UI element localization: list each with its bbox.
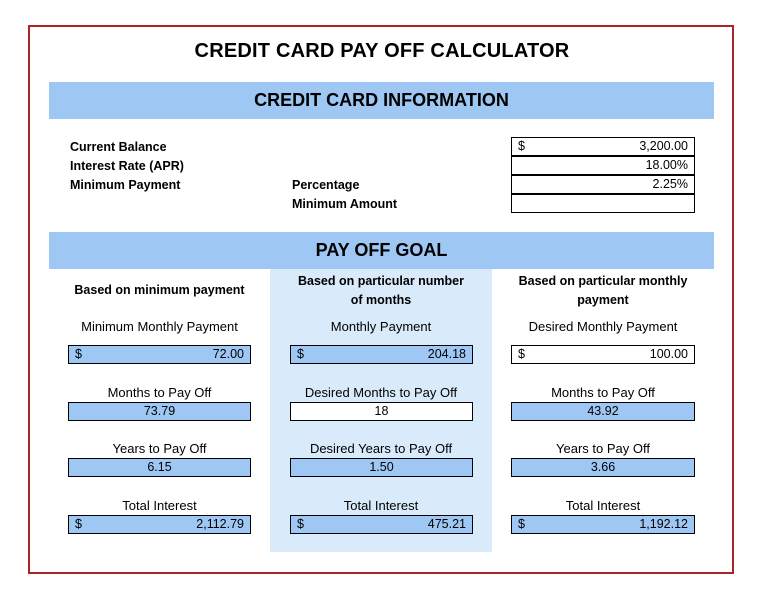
currency-symbol: $	[518, 517, 525, 531]
monthly-total-interest-label: Total Interest	[565, 498, 641, 513]
months-column-heading-line1: Based on particular number	[297, 274, 464, 288]
minimum-total-interest-field	[68, 515, 251, 534]
currency-symbol: $	[297, 517, 304, 531]
currency-symbol: $	[518, 139, 525, 153]
interest-rate-input[interactable]	[511, 156, 695, 175]
percentage-input[interactable]	[511, 175, 695, 194]
minimum-years-field: 6.15	[68, 458, 251, 477]
minimum-total-interest-value: 2,112.79	[196, 517, 244, 531]
months-total-interest-value: 475.21	[427, 517, 466, 531]
minimum-monthly-payment-value: 72.00	[212, 347, 244, 361]
desired-monthly-payment-value: 100.00	[649, 347, 688, 361]
monthly-years-field: 3.66	[511, 458, 695, 477]
monthly-column-heading-line2: payment	[577, 293, 629, 307]
percentage-value: 2.25%	[652, 177, 688, 191]
minimum-amount-input[interactable]	[511, 194, 695, 213]
current-balance-value: 3,200.00	[639, 139, 688, 153]
minimum-months-label: Months to Pay Off	[107, 385, 212, 400]
percentage-label: Percentage	[292, 178, 360, 192]
credit-card-information-header: CREDIT CARD INFORMATION	[49, 82, 714, 119]
currency-symbol: $	[75, 347, 82, 361]
desired-monthly-payment-label: Desired Monthly Payment	[528, 319, 678, 334]
months-total-interest-label: Total Interest	[343, 498, 419, 513]
interest-rate-label: Interest Rate (APR)	[70, 159, 184, 173]
months-column-heading-line2: of months	[350, 293, 412, 307]
monthly-payment-value: 204.18	[427, 347, 466, 361]
minimum-months-field: 73.79	[68, 402, 251, 421]
monthly-total-interest-value: 1,192.12	[639, 517, 688, 531]
minimum-total-interest-label: Total Interest	[122, 498, 197, 513]
current-balance-input[interactable]	[511, 137, 695, 156]
currency-symbol: $	[75, 517, 82, 531]
pay-off-goal-header: PAY OFF GOAL	[49, 232, 714, 269]
page-title: CREDIT CARD PAY OFF CALCULATOR	[194, 40, 570, 62]
monthly-years-label: Years to Pay Off	[556, 441, 650, 456]
monthly-total-interest-field	[511, 515, 695, 534]
minimum-years-label: Years to Pay Off	[112, 441, 207, 456]
minimum-monthly-payment-label: Minimum Monthly Payment	[81, 319, 238, 334]
months-column-heading	[270, 272, 492, 309]
minimum-column-heading: Based on minimum payment	[74, 283, 245, 297]
monthly-column-heading-line1: Based on particular monthly	[518, 274, 688, 288]
desired-years-label: Desired Years to Pay Off	[309, 441, 453, 456]
months-total-interest-field	[290, 515, 473, 534]
monthly-months-field: 43.92	[511, 402, 695, 421]
currency-symbol: $	[518, 347, 525, 361]
desired-months-label: Desired Months to Pay Off	[304, 385, 458, 400]
desired-monthly-payment-input[interactable]	[511, 345, 695, 364]
interest-rate-value: 18.00%	[645, 158, 688, 172]
current-balance-label: Current Balance	[70, 140, 167, 154]
monthly-column-heading	[492, 272, 714, 309]
monthly-months-label: Months to Pay Off	[551, 385, 655, 400]
monthly-payment-label: Monthly Payment	[330, 319, 432, 334]
monthly-payment-field	[290, 345, 473, 364]
currency-symbol: $	[297, 347, 304, 361]
desired-months-input[interactable]: 18	[290, 402, 473, 421]
minimum-payment-label: Minimum Payment	[70, 178, 181, 192]
desired-years-field: 1.50	[290, 458, 473, 477]
minimum-amount-label: Minimum Amount	[292, 197, 398, 211]
minimum-monthly-payment-field	[68, 345, 251, 364]
